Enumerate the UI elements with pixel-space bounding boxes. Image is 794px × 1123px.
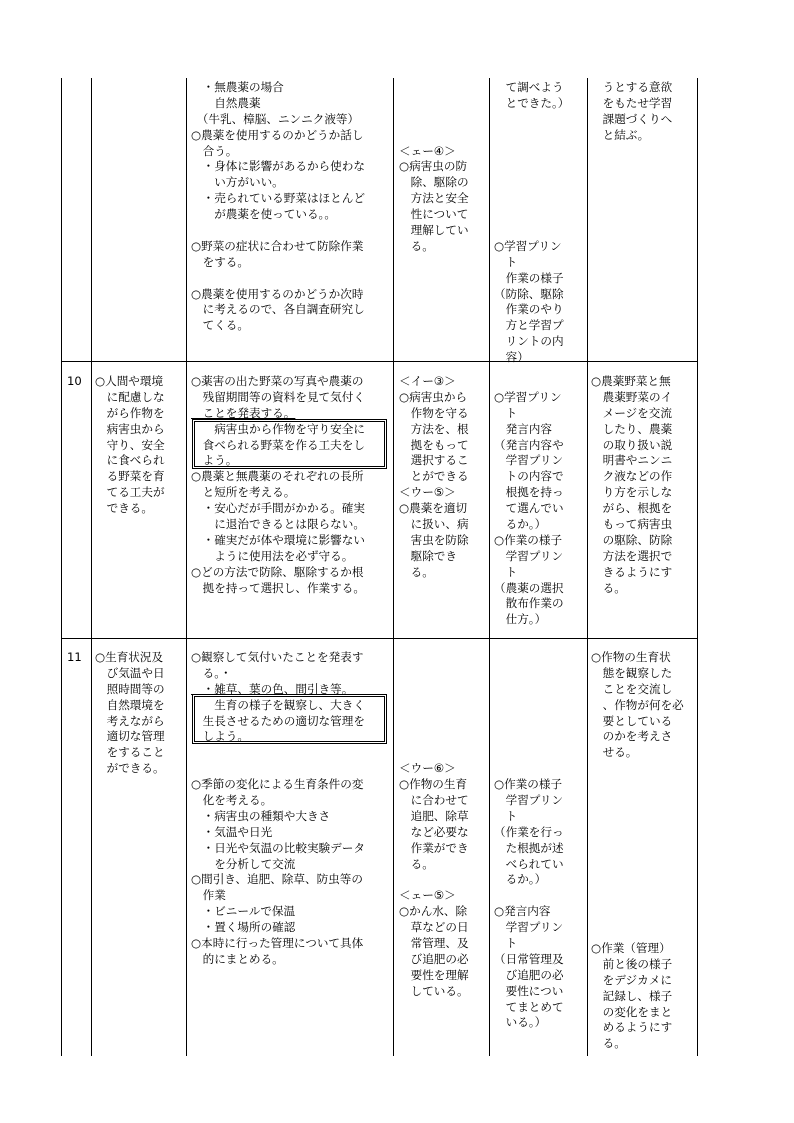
text-line: る。 — [591, 580, 626, 595]
text-line: ○農薬と無農薬のそれぞれの長所 — [191, 469, 364, 484]
text-line — [494, 761, 564, 777]
text-line: 要性につい — [494, 983, 564, 998]
text-line: したり、農薬 — [591, 421, 673, 436]
text-line: ・置く場所の確認 — [191, 920, 296, 935]
row2-evaluation — [399, 374, 469, 581]
text-line: り方を示しな — [591, 485, 673, 500]
text-line — [494, 714, 564, 730]
text-line: 作業の様子 — [494, 270, 564, 285]
text-line — [494, 223, 569, 239]
text-line — [494, 374, 564, 390]
text-line: ○人間や環境 — [95, 374, 164, 388]
text-line: ○作業の様子 — [494, 532, 563, 547]
text-line: せる。 — [591, 745, 638, 760]
text-line: ・日光や気温の比較実験データ — [191, 840, 365, 855]
text-line: ○かん水、除 — [399, 904, 468, 919]
text-line: 考えながら — [95, 713, 165, 728]
text-line: た根拠が述 — [494, 840, 564, 855]
text-line: ト — [494, 808, 518, 823]
text-line: 病害虫から作物を守り安全に — [191, 421, 365, 436]
text-line: （作業を行っ — [494, 824, 564, 839]
text-line: てる工夫が — [95, 485, 165, 500]
text-line: 要としている — [591, 713, 673, 728]
text-line: ＜ウー⑥＞ — [399, 761, 456, 776]
text-line: いる。） — [494, 1015, 547, 1030]
text-line: ○学習プリン — [494, 238, 562, 253]
text-line: とできた。） — [494, 95, 570, 110]
text-line: 追肥、除草 — [399, 808, 469, 823]
text-line: てくる。 — [191, 318, 249, 333]
text-line: ＜ェー⑤＞ — [399, 888, 456, 903]
text-line: ○農薬を使用するのかどうか次時 — [191, 286, 364, 301]
text-line — [494, 175, 569, 191]
text-line: リントの内 — [494, 334, 564, 349]
text-line: ○作業の様子 — [494, 777, 563, 792]
text-line — [494, 112, 569, 128]
text-line — [494, 159, 569, 175]
text-line: がら作物を — [95, 405, 165, 420]
row-divider-1 — [61, 361, 698, 362]
text-line: ○薬害の出た野菜の写真や農薬の — [191, 374, 364, 388]
text-line: ○観察して気付いたことを発表す — [191, 650, 364, 664]
text-line: ＜ウー⑤＞ — [399, 485, 456, 500]
text-line: ○間引き、追肥、除草、防虫等の — [191, 872, 363, 887]
column-divider-5 — [587, 78, 588, 1056]
row3-method — [494, 650, 564, 1031]
text-line — [399, 80, 469, 96]
row3-goal — [95, 650, 165, 777]
text-line: 作物を守る — [399, 405, 469, 420]
text-line: 自然農薬 — [191, 95, 261, 110]
text-line: 発言内容 — [494, 421, 552, 436]
text-line: に退治できるとは限らない。 — [191, 517, 365, 532]
text-line: 除、駆除の — [399, 175, 469, 190]
text-line: に合わせて — [399, 793, 469, 808]
text-line: る。 — [399, 856, 434, 871]
column-divider-2 — [186, 78, 187, 1056]
text-line: る。 — [399, 564, 434, 579]
text-line — [399, 112, 469, 128]
text-line: 要性を理解 — [399, 967, 469, 982]
text-line: メージを交流 — [591, 405, 672, 420]
text-line: に考えるので、各自調査研究し — [191, 302, 365, 317]
text-line: （牛乳、樟脳、ニンニク液等） — [191, 111, 360, 126]
text-line: 明書やニンニ — [591, 453, 673, 468]
text-line: 照時間等の — [95, 681, 165, 696]
text-line: 化を考える。 — [191, 793, 273, 808]
text-line: 拠を持って選択し、作業する。 — [191, 580, 365, 595]
text-line — [494, 888, 564, 904]
text-line: をもたせ学習 — [591, 95, 673, 110]
text-line: ・無農薬の場合 — [191, 80, 284, 94]
text-line: ことを交流し — [591, 681, 673, 696]
text-line: に配慮しな — [95, 389, 165, 404]
text-line: ○作業（管理） — [591, 941, 671, 955]
text-line: 生育の様子を観察し、大きく — [191, 697, 365, 712]
text-line — [494, 144, 569, 160]
text-line — [399, 698, 469, 714]
text-line: と短所を考える。 — [191, 485, 296, 500]
text-line: び追肥の必 — [494, 967, 564, 982]
row2-lesson-number: 10 — [67, 374, 82, 388]
text-line: （防除、駆除 — [494, 286, 564, 301]
text-line: て調べよう — [494, 80, 564, 94]
text-line: 方法を選択で — [591, 548, 673, 563]
text-line — [399, 714, 469, 730]
text-line: ○病害虫から — [399, 389, 468, 404]
row3-lesson-number: 11 — [67, 650, 82, 664]
text-line: もって病害虫 — [591, 517, 673, 532]
text-line: など必要な — [399, 824, 469, 839]
text-line: ○作物の生育状 — [591, 650, 671, 664]
text-line — [399, 650, 469, 666]
text-line — [494, 207, 569, 223]
text-line: をすること — [95, 745, 165, 760]
text-line: がら、根拠を — [591, 501, 673, 516]
text-line: ク液などの作 — [591, 469, 673, 484]
text-line: 作業のやり — [494, 302, 564, 317]
text-line: ○発言内容 — [494, 904, 551, 919]
text-line: ように使用法を必ず守る。 — [191, 548, 354, 563]
text-line: （日常管理及 — [494, 951, 564, 966]
text-line: 生長させるための適切な管理を — [191, 713, 365, 728]
text-line: び追肥の必 — [399, 951, 469, 966]
text-line: 記録し、様子 — [591, 988, 673, 1003]
text-line: ・身体に影響があるから使わな — [191, 159, 365, 174]
text-line: 、作物が何を必 — [591, 697, 684, 712]
text-line: 常管理、及 — [399, 936, 469, 951]
text-line: 守り、安全 — [95, 437, 165, 452]
text-line — [494, 745, 564, 761]
text-line: ・雑草、葉の色、間引き等。 — [191, 681, 354, 696]
row1-support — [591, 80, 672, 144]
text-line: を分析して交流 — [191, 856, 296, 871]
text-line: 的にまとめる。 — [191, 951, 284, 966]
text-line: よう。 — [191, 453, 238, 468]
text-line: 農薬野菜のイ — [591, 389, 673, 404]
text-line: のかを考えさ — [591, 729, 673, 744]
text-line: をデジカメに — [591, 972, 672, 987]
text-line: 容） — [494, 350, 529, 365]
text-line: ＜ェー④＞ — [399, 143, 456, 158]
text-line — [494, 729, 564, 745]
text-line: び気温や日 — [95, 665, 165, 680]
text-line: 合う。 — [191, 143, 238, 158]
text-line: ○学習プリン — [494, 389, 562, 404]
column-divider-1 — [91, 78, 92, 1056]
text-line: 前と後の様子 — [591, 956, 673, 971]
text-line: 駆除でき — [399, 548, 457, 563]
text-line — [399, 682, 469, 698]
text-line: に扱い、病 — [399, 517, 469, 532]
text-line: ・気温や日光 — [191, 824, 273, 839]
text-line: 病害虫から — [95, 421, 165, 436]
text-line: ○本時に行った管理について具体 — [191, 936, 364, 951]
text-line: うとする意欲 — [591, 80, 673, 94]
text-line — [494, 191, 569, 207]
text-line: しよう。 — [191, 729, 249, 744]
text-line — [494, 698, 564, 714]
text-line: ト — [494, 405, 518, 420]
text-line: 散布作業の — [494, 596, 564, 611]
text-line — [399, 729, 469, 745]
row2-activities — [191, 374, 365, 596]
text-line: る。 — [591, 1036, 626, 1051]
text-line — [191, 271, 365, 287]
text-line: ができる。 — [95, 761, 165, 776]
row1-evaluation — [399, 80, 469, 255]
text-line: 方法と安全 — [399, 191, 469, 206]
text-line: ・ビニールで保温 — [191, 904, 296, 919]
column-divider-4 — [489, 78, 490, 1056]
column-divider-3 — [393, 78, 394, 1056]
text-line: る野菜を育 — [95, 469, 165, 484]
text-line: 課題づくりへ — [591, 111, 673, 126]
text-line: トの内容で — [494, 469, 564, 484]
text-line: きるようにす — [591, 564, 673, 579]
text-line: ト — [494, 936, 518, 951]
row2-goal — [95, 374, 165, 517]
text-line: る。 — [399, 238, 434, 253]
text-line: ○季節の変化による生育条件の変 — [191, 777, 364, 792]
text-line: 食べられる野菜を作る工夫をし — [191, 437, 365, 452]
text-line — [191, 761, 365, 777]
text-line: （農薬の選択 — [494, 580, 564, 595]
text-line: ト — [494, 254, 518, 269]
text-line: 根拠を持っ — [494, 485, 564, 500]
text-line: 拠をもって — [399, 437, 469, 452]
row2-support — [591, 374, 672, 596]
text-line: ことを発表する。 — [191, 405, 296, 420]
text-line: 選択するこ — [399, 453, 469, 468]
text-line: とができる — [399, 469, 469, 484]
text-line: 作業 — [191, 888, 226, 903]
text-line — [494, 128, 569, 144]
text-line: の変化をまと — [591, 1004, 673, 1019]
row3-activities — [191, 650, 365, 968]
text-line: 方法を、根 — [399, 421, 469, 436]
text-line: ○農薬野菜と無 — [591, 374, 671, 388]
text-line: の駆除、防除 — [591, 532, 673, 547]
text-line — [399, 96, 469, 112]
text-line: の取り扱い説 — [591, 437, 673, 452]
text-line: ・確実だが体や環境に影響ない — [191, 532, 365, 547]
text-line: めるようにす — [591, 1020, 673, 1035]
text-line: に食べられ — [95, 453, 165, 468]
text-line: 残留期間等の資料を見て気付く — [191, 389, 365, 404]
text-line: るか。） — [494, 517, 547, 532]
row1-method — [494, 80, 569, 366]
text-line: している。 — [399, 983, 469, 998]
text-line: できる。 — [95, 501, 153, 516]
text-line: 自然環境を — [95, 697, 165, 712]
text-line: 学習プリン — [494, 920, 564, 935]
text-line: 仕方。） — [494, 612, 547, 627]
text-line — [494, 650, 564, 666]
text-line: をする。 — [191, 254, 249, 269]
text-line: てまとめて — [494, 999, 564, 1014]
text-line: 方と学習プ — [494, 318, 564, 333]
text-line: て選んでい — [494, 501, 564, 516]
text-line: ＜イー③＞ — [399, 374, 456, 388]
text-line: 学習プリン — [494, 453, 564, 468]
text-line: 学習プリン — [494, 793, 564, 808]
text-line: が農薬を使っている。。 — [191, 207, 336, 222]
text-line: 態を観察した — [591, 665, 673, 680]
text-line: ・売られている野菜はほとんど — [191, 191, 365, 206]
text-line: るか。） — [494, 872, 547, 887]
text-line: ○野菜の症状に合わせて防除作業 — [191, 238, 364, 253]
text-line: 性について — [399, 207, 469, 222]
text-line: 作業ができ — [399, 840, 469, 855]
row3-evaluation — [399, 650, 469, 1000]
text-line: ○どの方法で防除、駆除するか根 — [191, 564, 364, 579]
row-divider-2 — [61, 638, 698, 639]
text-line: べられてい — [494, 856, 564, 871]
text-line — [399, 872, 469, 888]
row3-support-top — [591, 650, 684, 761]
text-line: ○農薬を使用するのかどうか話し — [191, 127, 364, 142]
text-line — [399, 128, 469, 144]
text-line — [191, 745, 365, 761]
text-line: ○生育状況及 — [95, 650, 164, 664]
text-line: 害虫を防除 — [399, 532, 469, 547]
text-line: ・安心だが手間がかかる。確実 — [191, 501, 365, 516]
text-line — [399, 745, 469, 761]
text-line: ○作物の生育 — [399, 777, 468, 792]
table-border-left — [61, 78, 62, 1056]
table-border-right — [697, 78, 698, 1056]
text-line: ○農薬を適切 — [399, 501, 468, 516]
text-line: ・病害虫の種類や大きさ — [191, 808, 331, 823]
text-line: い方がいい。 — [191, 175, 284, 190]
text-line — [399, 666, 469, 682]
text-line: ○病害虫の防 — [399, 159, 468, 174]
text-line: 適切な管理 — [95, 729, 165, 744]
text-line — [494, 666, 564, 682]
text-line: ト — [494, 564, 518, 579]
text-line — [494, 682, 564, 698]
text-line: （発言内容や — [494, 437, 564, 452]
text-line: 学習プリン — [494, 548, 564, 563]
text-line: 草などの日 — [399, 920, 469, 935]
text-line: る。・ — [191, 665, 232, 680]
row1-activities — [191, 80, 365, 334]
text-line: と結ぶ。 — [591, 127, 650, 142]
text-line: 理解してい — [399, 223, 469, 238]
row3-support-bottom — [591, 941, 672, 1052]
row2-method — [494, 374, 564, 628]
text-line — [191, 223, 365, 239]
